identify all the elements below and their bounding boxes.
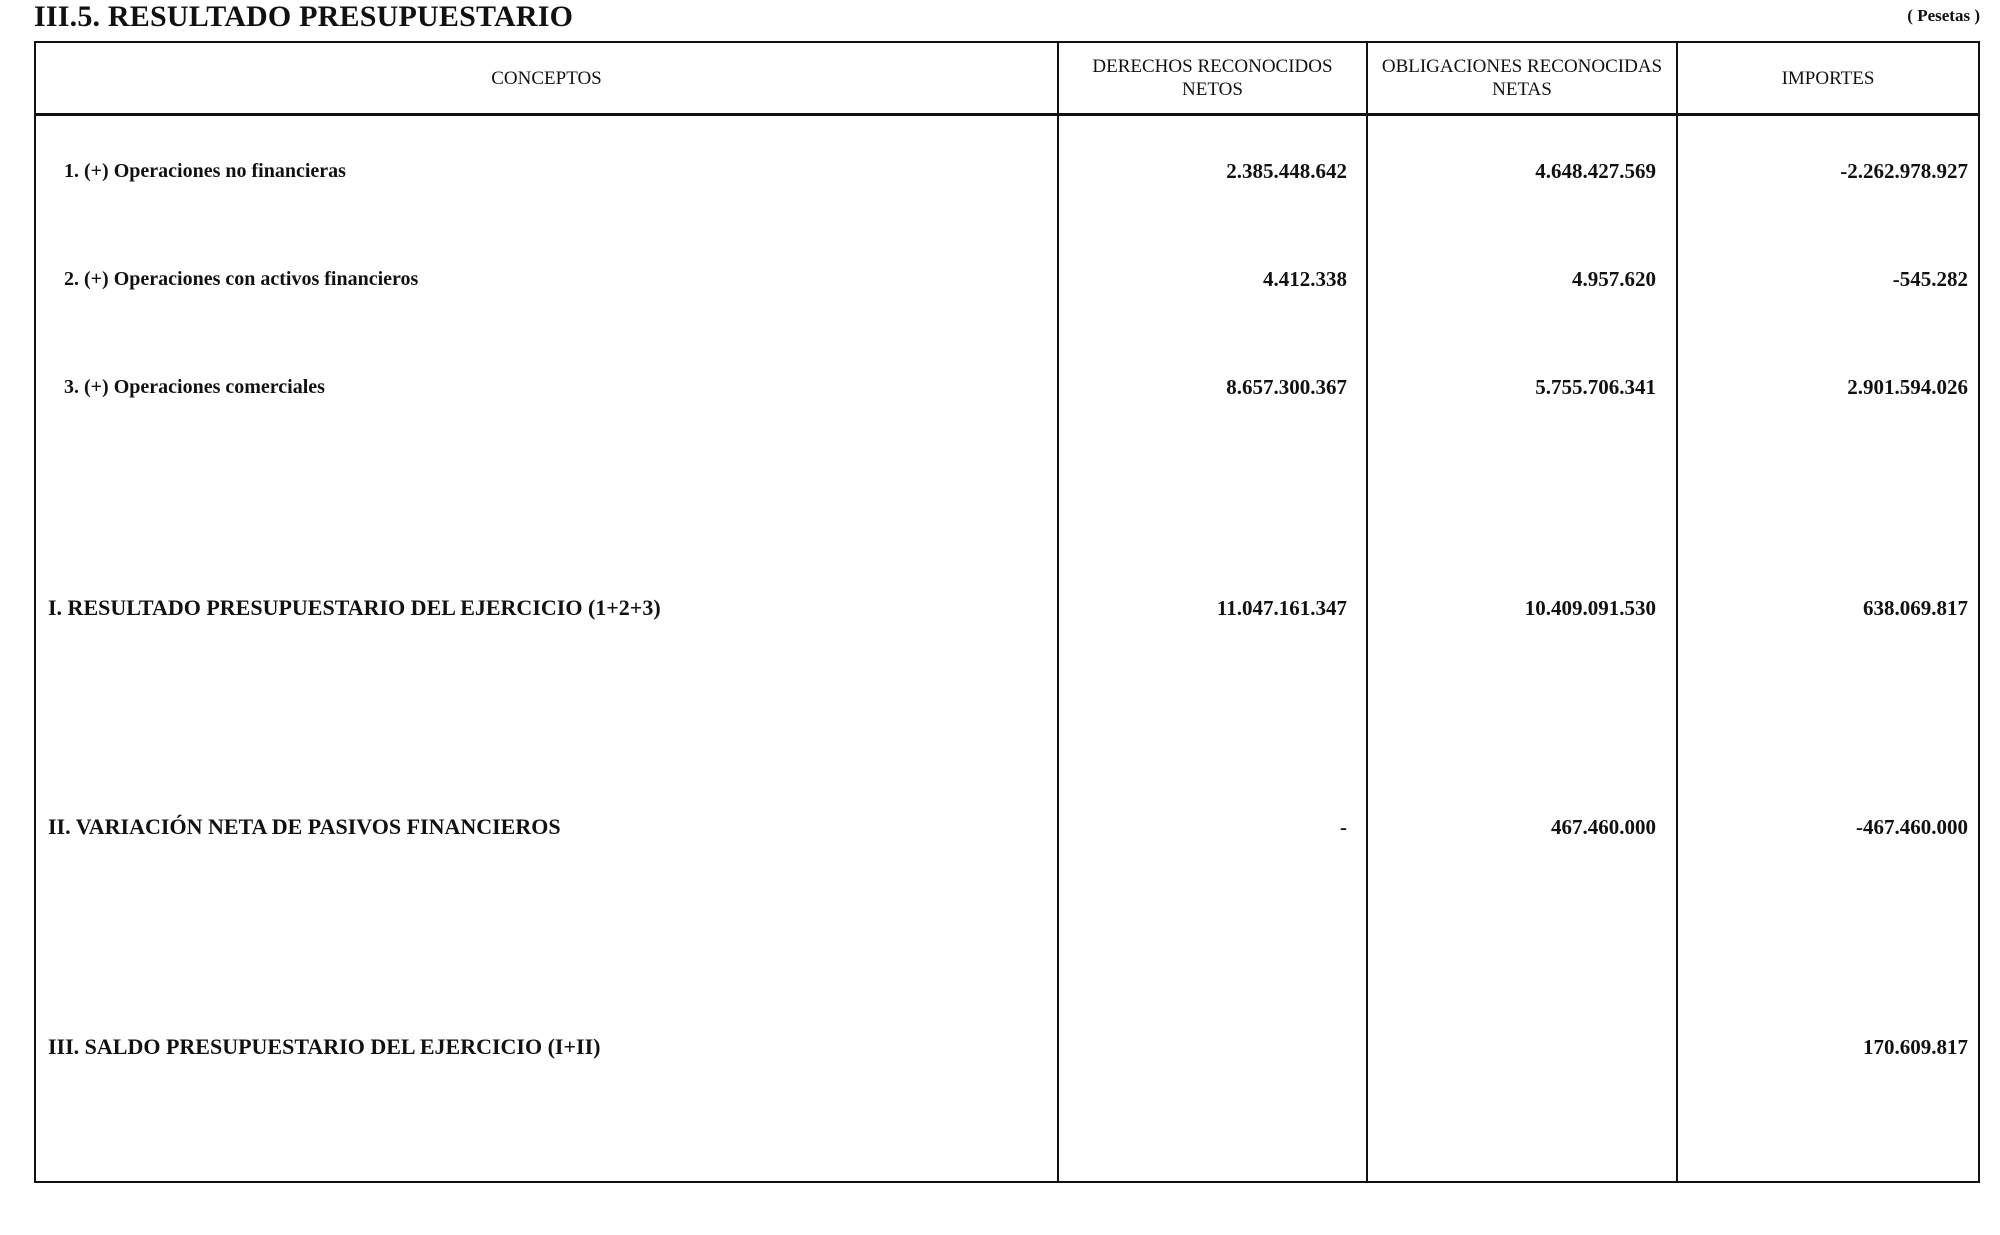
row-concept: 3. (+) Operaciones comerciales [64, 375, 325, 398]
header-amounts [1678, 43, 1978, 113]
row-rights-value: - [1340, 814, 1347, 839]
row-concept: III. SALDO PRESUPUESTARIO DEL EJERCICIO (I+II) [48, 1034, 601, 1059]
table-row-budget-result-total [36, 588, 1978, 628]
header-obligations-line1: OBLIGACIONES RECONOCIDAS [1381, 56, 1663, 77]
row-obligations-value: 467.460.000 [1551, 814, 1656, 839]
row-amount-value: -467.460.000 [1856, 814, 1968, 839]
row-obligations-value: 4.648.427.569 [1535, 158, 1656, 183]
document-title: III.5. RESULTADO PRESUPUESTARIO [34, 0, 574, 33]
row-rights-value: 4.412.338 [1263, 266, 1347, 291]
table-row-net-financial-liabilities [36, 807, 1978, 847]
row-amount-value: 638.069.817 [1863, 595, 1968, 620]
row-concept: II. VARIACIÓN NETA DE PASIVOS FINANCIEROS [48, 814, 561, 839]
header-amounts-label: IMPORTES [1781, 67, 1875, 89]
header-rights-line2: NETOS [1182, 79, 1243, 100]
row-amount-value: 2.901.594.026 [1847, 374, 1968, 399]
header-rights-line1: DERECHOS RECONOCIDOS [1092, 56, 1333, 77]
currency-unit-label: ( Pesetas ) [1907, 6, 1980, 25]
row-concept: 2. (+) Operaciones con activos financieros [64, 267, 419, 290]
table-row-financial-assets-operations [36, 259, 1978, 299]
header-obligations-line2: NETAS [1492, 79, 1552, 100]
table-row-non-financial-operations [36, 151, 1978, 191]
header-separator [34, 113, 1980, 116]
row-obligations-value: 5.755.706.341 [1535, 374, 1656, 399]
row-obligations-value [1366, 1027, 1656, 1067]
header-obligations [1368, 43, 1676, 113]
row-concept: 1. (+) Operaciones no financieras [64, 159, 346, 182]
row-rights-value: 11.047.161.347 [1216, 595, 1347, 620]
table-row-budget-balance [36, 1027, 1978, 1067]
row-amount-value: 170.609.817 [1863, 1034, 1968, 1059]
row-amount-value: -2.262.978.927 [1840, 158, 1968, 183]
header-rights [1059, 43, 1366, 113]
row-rights-value [1057, 1027, 1347, 1067]
row-obligations-value: 4.957.620 [1572, 266, 1656, 291]
row-rights-value: 8.657.300.367 [1226, 374, 1347, 399]
row-obligations-value: 10.409.091.530 [1524, 595, 1656, 620]
header-concepts [36, 43, 1057, 113]
row-amount-value: -545.282 [1892, 266, 1968, 291]
row-rights-value: 2.385.448.642 [1226, 158, 1347, 183]
table-row-commercial-operations [36, 367, 1978, 407]
row-concept: I. RESULTADO PRESUPUESTARIO DEL EJERCICIO (1+2+3) [48, 595, 661, 620]
header-concepts-label: CONCEPTOS [491, 67, 602, 89]
